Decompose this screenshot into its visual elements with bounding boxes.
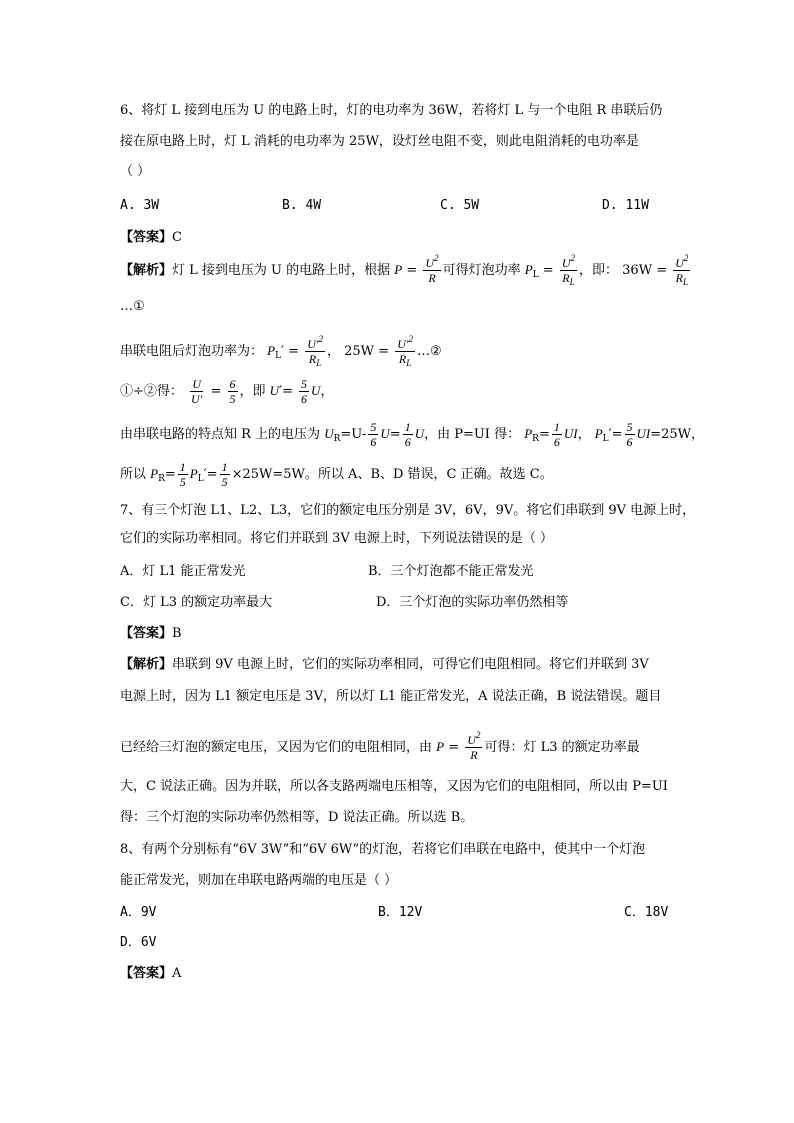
analysis-label: 【解析】 (120, 657, 173, 672)
q7-analysis-line-1: 【解析】串联到 9V 电源上时，它们的实际功率相同，可得它们电阻相同。将它们并联到 3V (120, 657, 649, 672)
q7-analysis-line-3: 已经给三灯泡的额定电压，又因为它们的电阻相同，由 P = $\frac{U^2}{R}$ 可得：灯 L3 的额定功率最 (120, 730, 640, 762)
q8-stem-line-2: 能正常发光，则加在串联电路两端的电压是（ ） (120, 873, 398, 888)
q8-stem-line-1: 8、有两个分别标有“6V 3W”和“6V 6W”的灯泡，若将它们串联在电路中，使其中一个灯泡 (120, 842, 646, 857)
q6-analysis-line-1: 【解析】灯 L 接到电压为 U 的电路上时，根据 P = $\frac{U^2}{R}$ 可得灯泡功率 $P_L$ = $\frac{U^2}{R_L}$ ，即： 36W = $\frac{U^2}{R_L}$ (120, 253, 689, 287)
q6-stem-line-1: 6、将灯 L 接到电压为 U 的电路上时，灯的电功率为 36W，若将灯 L 与一个电阻 R 串联后仍 (120, 103, 663, 118)
q8-option-c: C．18V (624, 905, 669, 920)
q7-option-d: D．三个灯泡的实际功率仍然相等 (376, 595, 569, 610)
q7-option-b: B．三个灯泡都不能正常发光 (368, 564, 534, 579)
formula-u2-over-rl: $\frac{U^2}{R_L}$ (561, 253, 576, 287)
q6-blank: （ ） (120, 164, 151, 179)
formula-u2-over-r: $\frac{U^2}{R}$ (425, 253, 439, 285)
q6-analysis-line-2: 串联电阻后灯泡功率为： $P_L'$ = $\frac{U'^2}{R_L}$ ， 25W = $\frac{U'^2}{R_L}$ …② (120, 334, 442, 368)
q6-analysis-line-4: 由串联电路的特点知 R 上的电压为 $U_R=U-$ $\frac{5}{6}$ U= $\frac{1}{6}$ U，由 P=UI 得： $P_R=$ $\frac{1}{6}$ UI， $P_L'=$ $\frac{5}{6}$ UI=25W， (120, 420, 705, 449)
q8-option-a: A．9V (120, 905, 157, 920)
answer-value: A (172, 966, 182, 981)
q6-stem-line-2: 接在原电路上时，灯 L 消耗的电功率为 25W，设灯丝电阻不变，则此电阻消耗的电功率是 (120, 134, 639, 149)
q8-option-b: B．12V (378, 905, 423, 920)
q7-option-a: A．灯 L1 能正常发光 (120, 564, 246, 579)
q7-stem-line-1: 7、有三个灯泡 L1、L2、L3，它们的额定电压分别是 3V，6V，9V。将它们串联到 9V 电源上时， (120, 503, 696, 518)
q6-option-b: B. 4W (282, 198, 322, 213)
answer-value: C (172, 230, 182, 245)
q7-analysis-line-4: 大，C 说法正确。因为并联，所以各支路两端电压相等，又因为它们的电阻相同，所以由 P=UI (120, 779, 668, 794)
formula-25w: $\frac{U'^2}{R_L}$ (397, 334, 413, 368)
q6-option-c: C. 5W (440, 198, 480, 213)
q6-analysis-line-3: ①÷②得： $\frac{U}{U'}$ = $\frac{6}{5}$ ，即 U′= $\frac{5}{6}$ U， (120, 377, 334, 406)
q6-option-a: A. 3W (120, 198, 160, 213)
formula-36w: $\frac{U^2}{R_L}$ (675, 253, 689, 287)
formula-u2-over-r-q7: $\frac{U^2}{R}$ (467, 730, 481, 762)
answer-value: B (172, 626, 182, 641)
q7-analysis-line-2: 电源上时，因为 L1 额定电压是 3V，所以灯 L1 能正常发光，A 说法正确，B 说法错误。题目 (120, 689, 662, 704)
analysis-label: 【解析】 (120, 263, 173, 278)
q6-answer (120, 229, 182, 247)
q6-circle-1: …① (120, 299, 145, 314)
answer-label: 【答案】 (120, 230, 173, 245)
q6-analysis-line-5: 所以 $P_R=$ $\frac{1}{5}$ $P_L'=$ $\frac{1}{5}$ ×25W=5W。所以 A、B、D 错误，C 正确。故选 C。 (120, 460, 553, 489)
q7-stem-line-2: 它们的实际功率相同。将它们并联到 3V 电源上时，下列说法错误的是（ ） (120, 531, 554, 546)
q7-analysis-line-5: 得：三个灯泡的实际功率仍然相等，D 说法正确。所以选 B。 (120, 810, 474, 825)
formula-pl-prime: $\frac{U'^2}{R_L}$ (307, 334, 323, 368)
q8-option-d: D．6V (120, 935, 157, 950)
q7-answer (120, 625, 182, 643)
q6-option-d: D. 11W (602, 198, 649, 213)
answer-label: 【答案】 (120, 966, 173, 981)
answer-label: 【答案】 (120, 626, 173, 641)
q8-answer (120, 965, 181, 983)
q7-option-c: C．灯 L3 的额定功率最大 (120, 595, 273, 610)
